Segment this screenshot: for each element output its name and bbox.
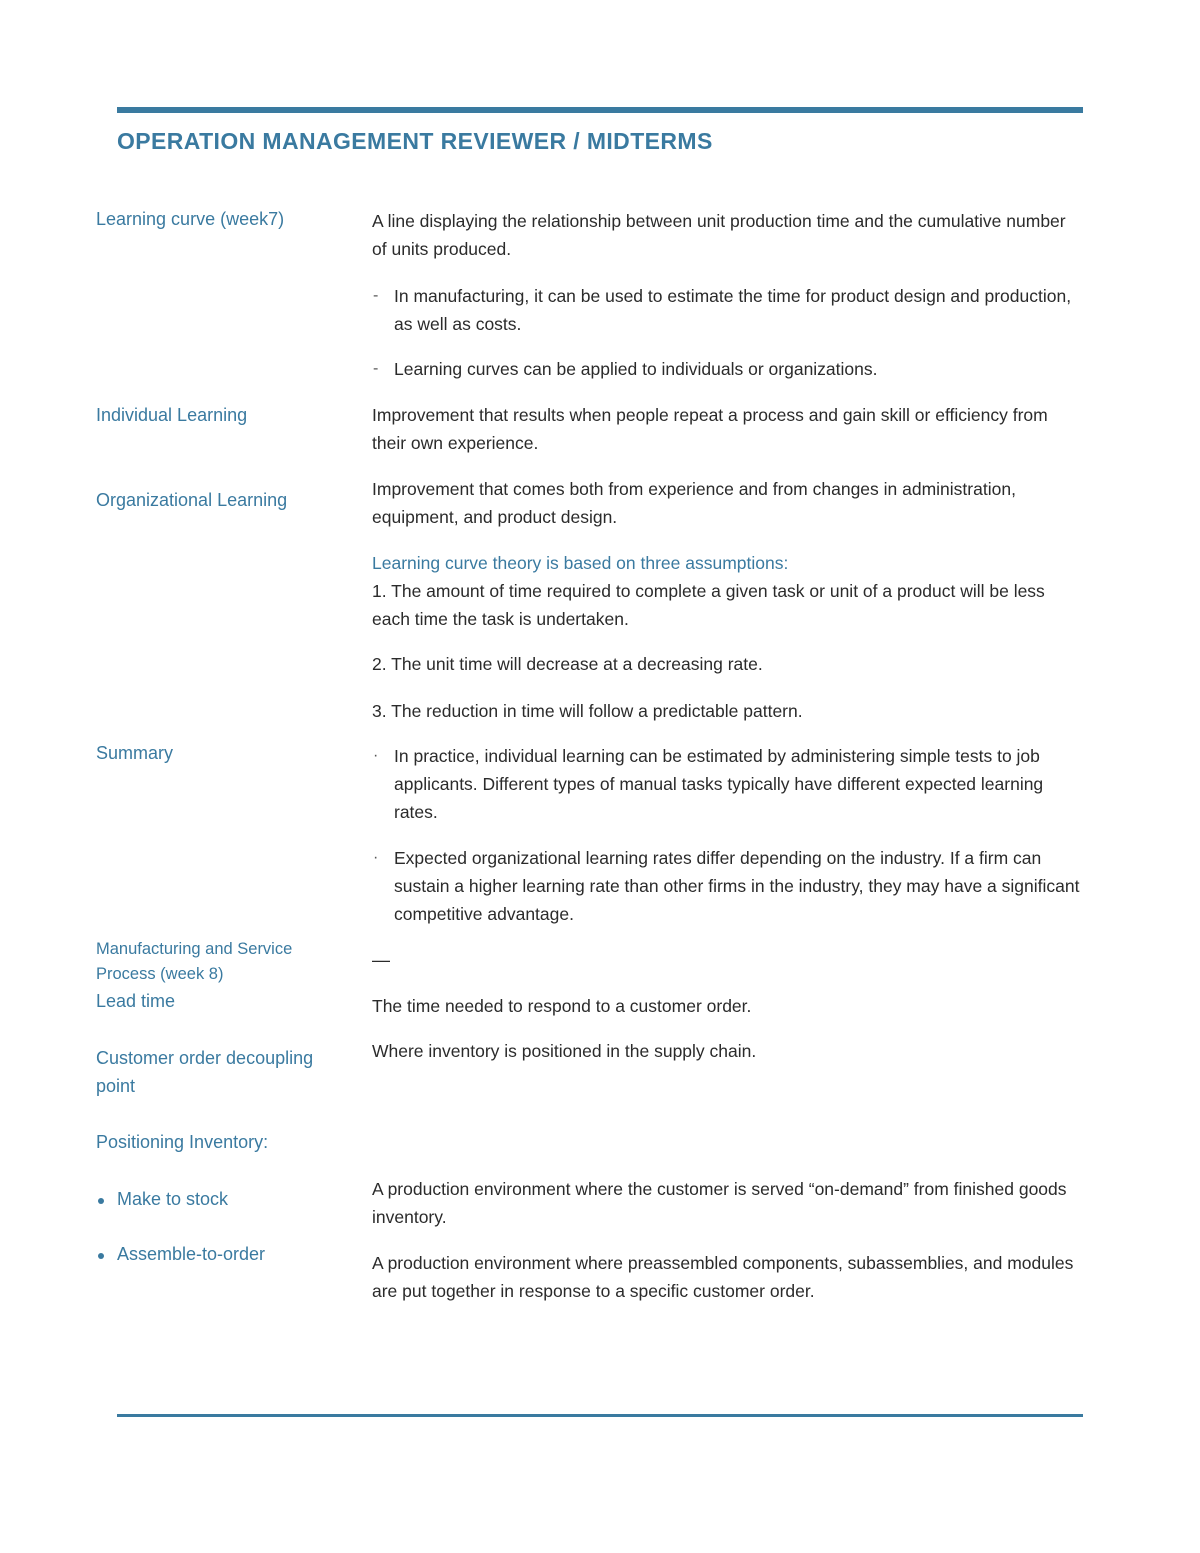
- mfg-service-dash: —: [372, 950, 390, 970]
- def-codp: Where inventory is positioned in the supply chain.: [372, 1041, 757, 1061]
- def-individual-learning: Improvement that results when people repeat a process and gain skill or efficiency from their own experience.: [372, 405, 1048, 453]
- term-learning-curve: Learning curve (week7): [96, 209, 285, 229]
- assumption-3: 3. The reduction in time will follow a predictable pattern.: [372, 701, 803, 721]
- list-marker-dot: ·: [373, 849, 379, 866]
- def-lc-point-2: Learning curves can be applied to individuals or organizations.: [394, 359, 878, 379]
- list-marker-dash: -: [373, 287, 379, 304]
- def-organizational-learning: Improvement that comes both from experience and from changes in administration, equipment, and product design.: [372, 479, 1016, 527]
- term-mfg-service-line1: Manufacturing and Service: [96, 940, 293, 958]
- summary-point-1: In practice, individual learning can be estimated by administering simple tests to job applicants. Different types of manual tasks typically have different expected learning rates.: [394, 746, 1044, 822]
- def-assemble-to-order: A production environment where preassembled components, subassemblies, and modules are put together in response to a specific customer order.: [372, 1253, 1074, 1301]
- term-assemble-to-order: Assemble-to-order: [117, 1240, 265, 1268]
- list-marker-dot: ·: [373, 747, 379, 764]
- term-mfg-service-line2: Process (week 8): [96, 965, 224, 983]
- term-organizational-learning: Organizational Learning: [96, 490, 288, 510]
- term-summary: Summary: [96, 743, 174, 763]
- term-lead-time: Lead time: [96, 991, 176, 1011]
- bottom-rule: [117, 1414, 1083, 1417]
- assumption-2: 2. The unit time will decrease at a decreasing rate.: [372, 654, 763, 674]
- assumptions-heading: Learning curve theory is based on three assumptions:: [372, 553, 789, 573]
- summary-point-2: Expected organizational learning rates differ depending on the industry. If a firm can sustain a higher learning rate than other firms in the industry, they may have a significant competitive advantage.: [394, 848, 1080, 924]
- assumption-1: 1. The amount of time required to complete a given task or unit of a product will be less each time the task is undertaken.: [372, 581, 1045, 629]
- top-rule: [117, 107, 1083, 113]
- def-lc-point-1: In manufacturing, it can be used to estimate the time for product design and production, as well as costs.: [394, 286, 1072, 334]
- def-make-to-stock: A production environment where the customer is served “on-demand” from finished goods inventory.: [372, 1179, 1067, 1227]
- document-title: OPERATION MANAGEMENT REVIEWER / MIDTERMS: [117, 128, 713, 154]
- term-positioning-inventory: Positioning Inventory:: [96, 1132, 269, 1152]
- term-codp-line2: point: [96, 1076, 136, 1096]
- list-marker-dash: -: [373, 360, 379, 377]
- def-lead-time: The time needed to respond to a customer order.: [372, 996, 752, 1016]
- term-make-to-stock: Make to stock: [117, 1185, 228, 1213]
- def-learning-curve: A line displaying the relationship between unit production time and the cumulative number of units produced.: [372, 211, 1066, 259]
- term-codp-line1: Customer order decoupling: [96, 1048, 314, 1068]
- term-individual-learning: Individual Learning: [96, 405, 248, 425]
